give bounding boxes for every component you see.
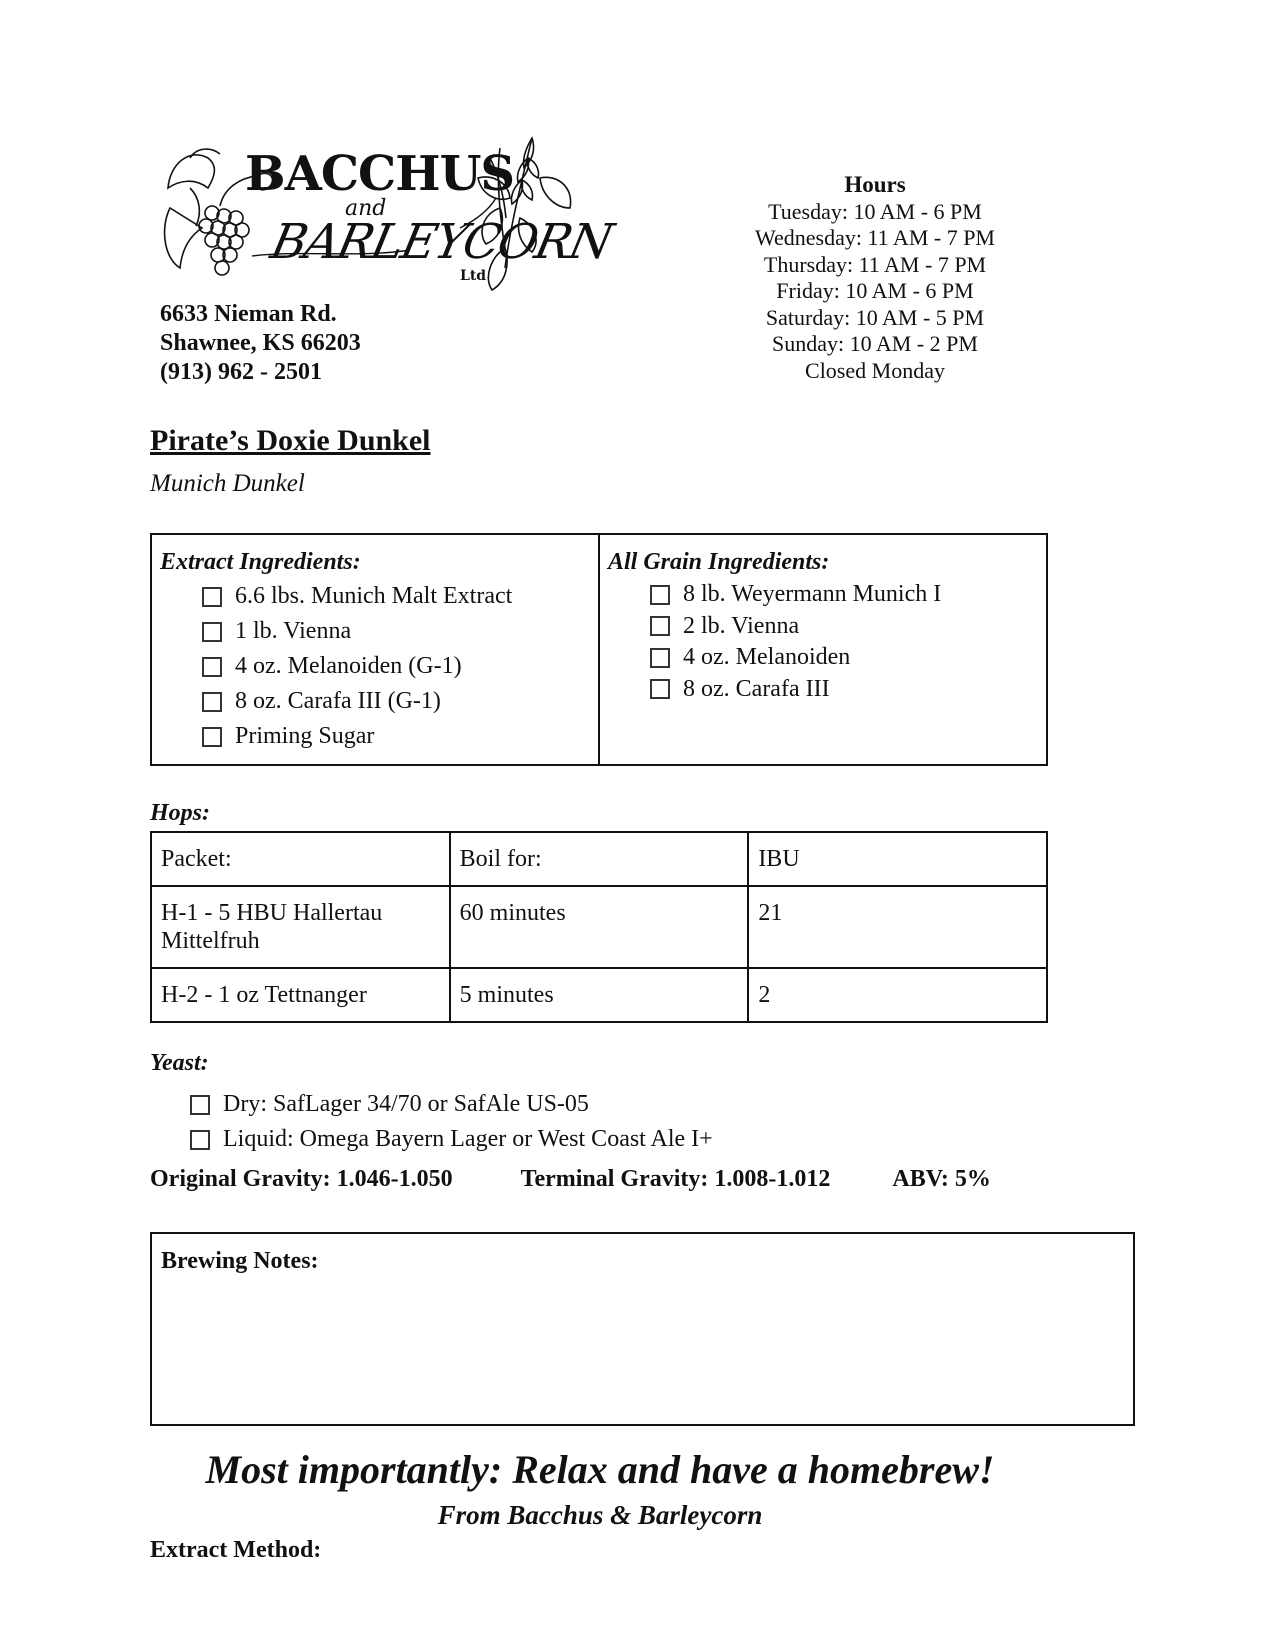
store-logo xyxy=(160,118,617,298)
extract-item xyxy=(202,719,590,754)
store-address xyxy=(160,300,361,387)
all-grain-ingredients-cell xyxy=(599,534,1047,765)
all-grain-item xyxy=(650,611,1038,643)
logo-word-bacchus: BACCHUS xyxy=(245,146,515,202)
all-grain-item-label: 2 lb. Vienna xyxy=(683,612,800,639)
hops-heading: Hops: xyxy=(150,800,210,826)
address-phone: (913) 962 - 2501 xyxy=(160,359,322,385)
all-grain-item xyxy=(650,642,1038,674)
hours-line: Closed Monday xyxy=(805,357,945,383)
all-grain-list xyxy=(608,579,1038,705)
gravity-line xyxy=(150,1166,991,1193)
abv: ABV: 5% xyxy=(892,1166,991,1192)
checkbox[interactable] xyxy=(202,727,222,747)
extract-list xyxy=(160,579,590,754)
checkbox[interactable] xyxy=(650,585,670,605)
hours-line: Friday: 10 AM - 6 PM xyxy=(776,278,974,303)
checkbox[interactable] xyxy=(650,616,670,636)
hops-packet-cell: H-1 - 5 HBU Hallertau Mittelfruh xyxy=(151,886,450,968)
extract-item-label: 1 lb. Vienna xyxy=(235,618,352,644)
hours-line: Wednesday: 11 AM - 7 PM xyxy=(754,225,995,250)
address-city: Shawnee, KS 66203 xyxy=(160,330,361,356)
yeast-item-label: Dry: SafLager 34/70 or SafAle US-05 xyxy=(223,1091,589,1117)
all-grain-item-label: 8 oz. Carafa III xyxy=(683,675,830,702)
yeast-heading: Yeast: xyxy=(150,1050,209,1076)
terminal-gravity: Terminal Gravity: 1.008-1.012 xyxy=(520,1166,831,1192)
all-grain-item-label: 4 oz. Melanoiden xyxy=(683,644,851,670)
hours-line: Tuesday: 10 AM - 6 PM xyxy=(768,198,982,224)
column-header: Packet: xyxy=(151,832,450,886)
all-grain-item xyxy=(650,579,1038,611)
ingredients-table xyxy=(150,533,1048,766)
store-hours xyxy=(745,172,1005,384)
logo-word-and: and xyxy=(345,196,387,221)
recipe-style: Munich Dunkel xyxy=(150,470,305,497)
yeast-item xyxy=(190,1087,713,1122)
checkbox[interactable] xyxy=(202,657,222,677)
hops-ibu-cell: 21 xyxy=(748,886,1047,968)
table-row xyxy=(151,886,1047,968)
yeast-item xyxy=(190,1122,713,1157)
extract-heading: Extract Ingredients: xyxy=(160,549,361,575)
tagline: Most importantly: Relax and have a homebrew! xyxy=(205,1447,995,1492)
all-grain-heading: All Grain Ingredients: xyxy=(608,549,830,575)
extract-item xyxy=(202,684,590,719)
recipe-title: Pirate’s Doxie Dunkel xyxy=(150,424,431,457)
checkbox[interactable] xyxy=(202,622,222,642)
checkbox[interactable] xyxy=(190,1130,210,1150)
logo-word-ltd: Ltd xyxy=(460,268,487,284)
hops-ibu-cell: 2 xyxy=(748,968,1047,1022)
hours-line: Thursday: 11 AM - 7 PM xyxy=(763,251,987,277)
extract-item xyxy=(202,579,590,614)
original-gravity: Original Gravity: 1.046-1.050 xyxy=(150,1166,453,1192)
hops-packet-cell: H-2 - 1 oz Tettnanger xyxy=(151,968,450,1022)
yeast-item-label: Liquid: Omega Bayern Lager or West Coast Ale I+ xyxy=(223,1126,713,1152)
hops-boil-cell: 60 minutes xyxy=(450,886,749,968)
column-header: Boil for: xyxy=(450,832,749,886)
all-grain-item-label: 8 lb. Weyermann Munich I xyxy=(683,581,942,607)
from-line: From Bacchus & Barleycorn xyxy=(437,1500,763,1530)
extract-item-label: 4 oz. Melanoiden (G-1) xyxy=(235,653,462,679)
extract-item-label: Priming Sugar xyxy=(235,723,375,749)
address-street: 6633 Nieman Rd. xyxy=(160,301,337,327)
extract-item xyxy=(202,649,590,684)
table-row xyxy=(151,968,1047,1022)
hours-line: Sunday: 10 AM - 2 PM xyxy=(772,331,978,356)
checkbox[interactable] xyxy=(190,1095,210,1115)
brewing-notes-label: Brewing Notes: xyxy=(161,1248,319,1274)
hops-table xyxy=(150,831,1048,1023)
extract-item-label: 6.6 lbs. Munich Malt Extract xyxy=(235,583,513,609)
extract-item xyxy=(202,614,590,649)
brewing-notes-box[interactable] xyxy=(150,1232,1135,1426)
checkbox[interactable] xyxy=(202,587,222,607)
hops-boil-cell: 5 minutes xyxy=(450,968,749,1022)
checkbox[interactable] xyxy=(202,692,222,712)
logo-word-barleycorn: BARLEYCORN xyxy=(266,214,617,270)
checkbox[interactable] xyxy=(650,679,670,699)
yeast-list xyxy=(150,1087,713,1157)
extract-item-label: 8 oz. Carafa III (G-1) xyxy=(235,688,441,714)
hours-title: Hours xyxy=(844,172,906,197)
extract-method-heading: Extract Method: xyxy=(150,1537,322,1563)
yeast-section xyxy=(150,1084,713,1157)
all-grain-item xyxy=(650,674,1038,706)
checkbox[interactable] xyxy=(650,648,670,668)
table-header-row xyxy=(151,832,1047,886)
hours-line: Saturday: 10 AM - 5 PM xyxy=(765,304,985,330)
extract-ingredients-cell xyxy=(151,534,599,765)
column-header: IBU xyxy=(748,832,1047,886)
